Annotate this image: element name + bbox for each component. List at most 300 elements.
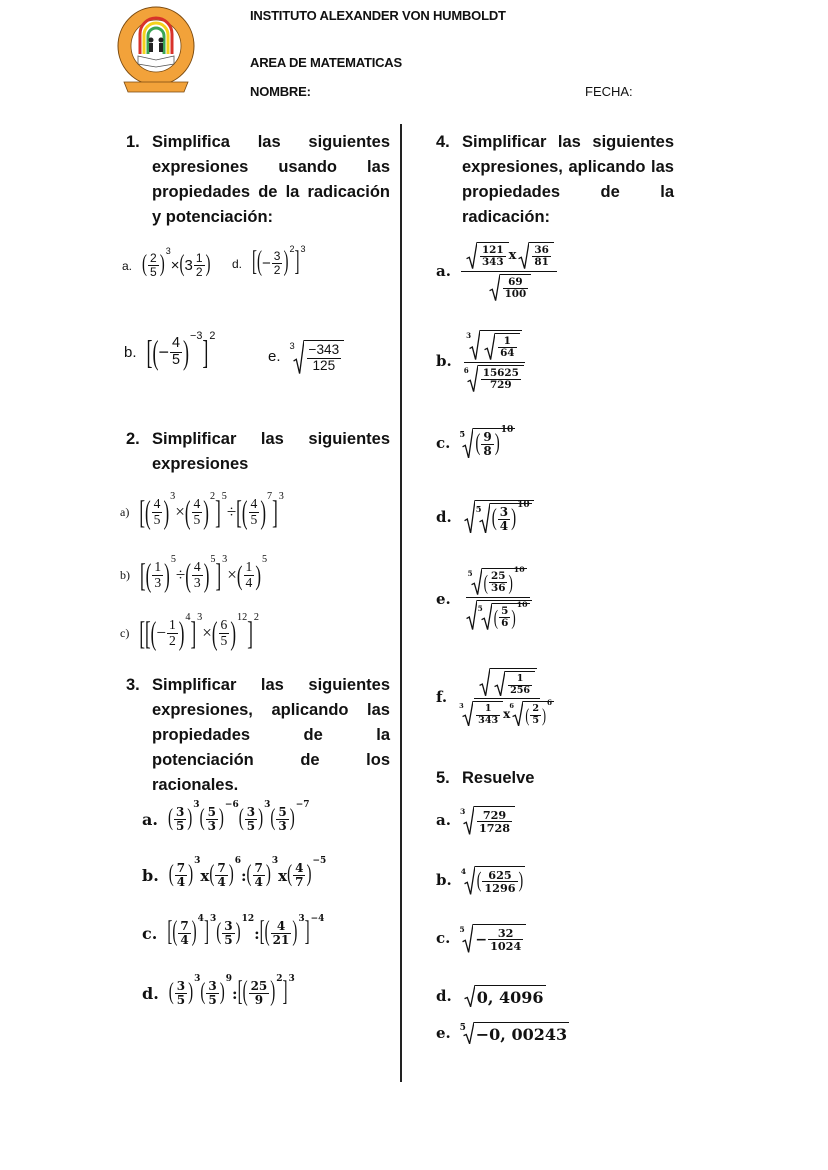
math-group [492,671,535,696]
brackets [146,330,209,372]
numerator: 1 [245,559,253,574]
numerator: 1 [154,559,162,574]
math-group [151,497,164,528]
radicand [477,242,509,269]
power [252,244,306,278]
math-group [167,914,325,948]
section-4-heading [436,130,674,230]
radical [459,924,526,954]
heading-line: y potenciación: [152,208,274,226]
math-group [173,806,187,833]
close-bracket: ] [304,917,310,948]
math-group [218,618,231,649]
heading-line: Resuelve [462,769,535,787]
power [199,800,239,834]
math-group [498,606,511,630]
numerator [474,668,540,699]
radical-sign-icon [464,985,475,1007]
brackets [145,612,197,652]
numerator: 1 [168,617,176,632]
open-paren: ( [145,557,152,594]
exponent: 10 [517,500,530,510]
fraction [530,704,541,726]
radicand [474,806,515,835]
math-group [460,924,526,953]
root-index: 5 [467,569,473,578]
exponent: 2 [209,330,216,342]
brackets [236,491,278,531]
exercise-label: b) [120,567,130,582]
math-group [150,612,191,652]
power [184,491,216,531]
parentheses [145,557,170,594]
close-bracket: ] [247,615,253,652]
heading-line: Simplificar las siguientes [152,430,390,448]
power [150,612,191,652]
open-bracket: [ [167,917,173,948]
denominator: 5 [532,714,540,726]
radical [459,701,503,726]
exponent: 3 [209,914,217,924]
math-group [174,862,188,889]
math-group [145,612,248,652]
power [140,554,228,594]
radicand [523,698,554,727]
open-paren: ( [483,570,488,595]
radical [477,599,530,630]
close-bracket: ] [215,557,222,594]
exercise-label: b. [142,866,159,886]
open-bracket: [ [139,494,145,531]
exercise-label: b. [436,871,452,890]
denominator: 5 [172,351,181,368]
exponent: 5 [261,554,268,565]
numerator: 3 [224,919,233,933]
compound-fraction [457,668,557,726]
parentheses [184,494,209,531]
math-group [459,698,554,727]
root-index: 3 [289,341,295,351]
denominator: 6 [501,617,509,630]
math-group [507,674,533,696]
open-paren: ( [168,980,174,1006]
power [525,698,553,727]
exercise-label: a) [120,504,130,519]
math-text: × [227,565,237,585]
numerator: 4 [193,496,201,511]
fraction [152,497,163,528]
exponent: 6 [547,698,553,708]
close-paren: ) [255,560,261,591]
math-group [477,668,537,696]
math-group [467,330,521,360]
math-group [168,974,295,1008]
math-text: − [262,255,271,273]
math-group [168,856,327,890]
exercise-1a [122,246,211,280]
root-index: 5 [459,429,466,439]
radicand [492,599,530,630]
denominator: 5 [246,819,256,834]
denominator [461,598,535,630]
math-group [152,330,203,372]
radicand [529,242,553,269]
exponent: 5 [210,554,216,565]
denominator [484,272,535,301]
power [237,974,295,1008]
close-paren: ) [159,252,165,278]
math-group [462,985,546,1007]
open-paren: ( [152,333,159,372]
exponent: 3 [197,612,203,623]
exponent: 2 [253,612,259,623]
numerator: 121 [481,244,504,256]
math-group [177,920,191,947]
power [493,599,528,630]
radical [484,333,519,360]
fraction [499,606,510,630]
math-group [270,920,293,947]
exercise-label: d. [142,984,159,1004]
radical [460,866,525,896]
root-index: 6 [463,365,469,375]
exponent: 3 [194,974,201,984]
power [172,914,204,948]
exponent: 10 [500,425,514,435]
power [139,612,259,652]
compound-fraction [461,565,535,630]
heading-line: potenciación de los [152,751,390,769]
parentheses [150,615,185,652]
numerator [464,330,524,363]
math-text: x [508,247,517,263]
math-group [184,252,205,279]
exponent: 3 [194,856,201,866]
numerator: 4 [295,861,304,875]
math-group [205,980,219,1007]
parentheses [242,977,276,1008]
open-bracket: [ [236,494,242,531]
numerator: 7 [254,861,263,875]
math-group [461,806,515,835]
math-group [145,554,216,594]
fraction [192,497,203,528]
radical [509,698,554,727]
exponent: 10 [513,565,525,574]
close-paren: ) [191,917,197,948]
root-index: 5 [459,1023,466,1033]
fraction [148,252,159,279]
math-group [221,920,235,947]
math-group [457,668,557,726]
brackets [167,914,209,948]
radical [466,600,532,630]
radical [489,274,532,301]
power [259,914,325,948]
brackets [237,974,288,1008]
parentheses [239,806,263,833]
denominator: 4 [180,933,189,948]
open-paren: ( [142,252,148,278]
parentheses [247,862,271,889]
section-3-heading [126,673,390,798]
exponent: 12 [241,914,255,924]
exponent: 3 [222,554,228,565]
exercise-5b [436,866,525,895]
root-index: 3 [459,702,464,711]
numerator: 3 [175,805,185,819]
close-paren: ) [508,570,513,595]
close-paren: ) [265,862,271,888]
denominator: 5 [153,511,161,527]
open-paren: ( [168,862,174,888]
open-paren: ( [184,494,191,531]
numerator: 4 [193,559,201,574]
root-index: 5 [459,925,465,934]
numerator: 2 [150,251,157,265]
exercise-label: c. [436,929,451,948]
name-label: NOMBRE: [250,84,311,99]
parentheses [169,980,193,1007]
fraction [245,806,257,833]
power [209,856,241,890]
open-paren: ( [199,806,205,832]
denominator: 4 [245,574,253,590]
math-group [139,491,284,531]
heading-line: expresiones, aplicando las [462,158,674,176]
math-group [241,491,273,531]
exercise-4d [436,500,534,533]
radical-sign-icon [479,668,490,696]
radical-sign-icon [466,600,477,630]
close-bracket: ] [294,247,300,278]
denominator: 3 [193,574,201,590]
numerator: 2 [532,703,540,715]
math-text: × [202,623,212,643]
denominator: 5 [193,511,201,527]
math-group [476,1025,567,1044]
heading-line: expresiones usando las [152,158,390,176]
fraction [192,560,203,591]
denominator: 125 [312,357,336,373]
fraction [307,343,342,374]
fraction [293,862,305,889]
power [236,554,268,591]
parentheses [477,869,523,895]
math-text: − [158,341,170,362]
column-divider [400,124,402,1082]
parentheses [152,333,190,372]
math-text: : [240,866,247,885]
numerator: 9 [483,430,492,444]
numerator [461,242,557,272]
open-paren: ( [238,806,244,832]
parentheses [241,494,266,531]
close-paren: ) [203,494,209,531]
math-group [467,565,527,595]
denominator: 5 [220,632,228,648]
numerator: 4 [250,496,258,511]
parentheses [169,862,193,889]
open-paren: ( [150,615,157,652]
math-group [147,252,160,279]
parentheses [200,806,224,833]
open-paren: ( [491,506,497,532]
math-group [244,806,258,833]
radicand [473,701,503,726]
power [257,244,295,278]
open-bracket: [ [140,557,146,594]
denominator [462,363,527,392]
power [238,800,271,834]
exponent: 3 [165,246,171,256]
denominator: 4 [176,875,186,890]
exercise-label: c. [142,924,158,944]
math-group [264,914,305,948]
denominator: 3 [207,819,216,834]
power [270,800,310,834]
radical [466,330,521,360]
fraction [488,927,523,953]
denominator: 8 [483,444,492,459]
fraction [271,920,292,947]
math-group [248,980,271,1007]
math-text: x [200,866,210,885]
math-group [462,500,534,533]
math-group [262,250,283,277]
exercise-1e [268,340,344,374]
math-group [464,242,554,269]
math-group [462,330,527,392]
numerator: 25 [250,979,268,993]
radical-sign-icon [489,274,500,301]
fraction [489,571,507,595]
fraction [253,862,265,889]
open-paren: ( [172,917,178,948]
math-text: 3 [184,257,193,275]
exponent: 2 [209,491,216,502]
fraction [503,277,529,301]
math-group [483,565,525,595]
exercise-label: a. [436,811,451,830]
exponent: 7 [266,491,273,502]
math-group [306,343,343,374]
exponent: 3 [170,491,176,502]
math-group [191,497,204,528]
math-group [481,869,518,895]
parentheses [492,506,516,533]
close-paren: ) [283,247,289,278]
power [483,565,525,595]
exercise-3c [142,914,325,948]
math-text: ÷ [226,502,237,522]
root-index: 5 [475,504,482,514]
fraction [215,862,227,889]
exercise-label: c. [436,434,451,453]
exponent: 10 [516,599,528,609]
radicand [500,274,532,301]
open-paren: ( [236,560,243,591]
school-logo [114,4,198,98]
denominator: 64 [500,347,515,360]
exercise-label: a. [122,258,133,273]
denominator [457,699,557,726]
denominator: 1728 [478,821,511,836]
fraction [219,618,230,649]
close-bracket: ] [190,615,197,652]
section-2-heading [126,427,390,477]
denominator: 2 [273,263,281,278]
exercise-label: f. [436,688,448,707]
fraction [532,245,550,269]
exercise-5d [436,985,546,1007]
close-paren: ) [306,862,312,888]
math-group [479,245,507,269]
parentheses [185,557,210,594]
root-index: 4 [460,867,467,876]
math-group [291,340,345,374]
open-paren: ( [185,557,191,594]
radical [466,242,509,269]
exponent: 3 [264,800,271,810]
section-number: 4. [436,133,450,151]
close-paren: ) [289,806,295,832]
math-group [140,554,268,594]
numerator: 1 [508,674,532,686]
date-label: FECHA: [585,84,633,99]
denominator: 2 [195,265,203,280]
radical [463,365,524,392]
math-group [172,914,204,948]
brackets [139,612,253,652]
close-paren: ) [494,431,500,457]
exercise-1d [232,244,306,278]
radical [289,340,345,374]
fraction [244,560,255,591]
math-group [159,336,184,369]
parentheses [270,806,294,833]
exponent: 4 [197,914,204,924]
exponent: 3 [193,800,200,810]
math-group [142,246,211,280]
fraction [174,806,186,833]
math-group [461,1022,569,1044]
close-paren: ) [511,605,516,630]
power [145,612,203,652]
close-paren: ) [518,869,524,894]
close-bracket: ] [272,494,278,531]
power [152,330,203,372]
close-paren: ) [228,862,234,888]
brackets [259,914,310,948]
close-paren: ) [163,494,170,531]
close-paren: ) [511,506,517,532]
numerator: 36 [534,244,549,256]
exponent: 3 [271,856,279,866]
close-bracket: ] [202,333,209,372]
denominator: 5 [224,933,233,948]
math-group [214,862,228,889]
exponent: 2 [276,974,283,984]
math-group [487,274,532,301]
exercise-5c [436,924,526,953]
fraction [272,250,283,277]
radicand [473,924,526,953]
section-1-heading [126,130,390,230]
numerator [466,565,530,598]
fraction [175,980,187,1007]
exponent: 5 [221,491,227,502]
